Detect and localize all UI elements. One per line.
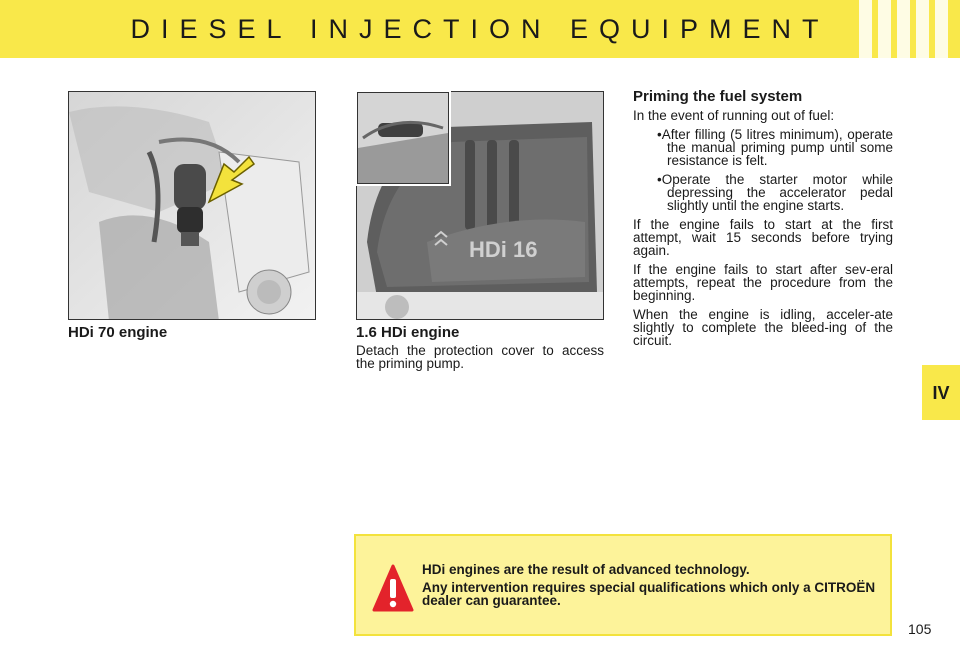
- detach-cover-text: Detach the protection cover to access the priming pump.: [356, 343, 604, 371]
- warning-line: Any intervention requires special qualifications which only a CITROËN dealer can guarantee.: [422, 580, 876, 608]
- page-title: DIESEL INJECTION EQUIPMENT: [130, 14, 830, 44]
- priming-step: • Operate the starter motor while depressing the accelerator pedal slightly until the engine starts.: [657, 173, 893, 212]
- priming-heading: Priming the fuel system: [633, 88, 803, 105]
- warning-text: [422, 563, 884, 612]
- priming-step: • After filling (5 litres minimum), operate the manual priming pump until some resistance is felt.: [657, 128, 893, 167]
- priming-steps: [657, 128, 893, 212]
- hdi70-caption: HDi 70 engine: [68, 324, 168, 341]
- cover-badge: HDi 16: [469, 237, 538, 262]
- warning-box: [354, 534, 892, 636]
- page-number: 105: [908, 621, 932, 637]
- priming-paragraph: If the engine fails to start at the first attempt, wait 15 seconds before trying again.: [633, 217, 893, 258]
- hdi70-engine-photo: [68, 91, 316, 320]
- chapter-tab-label: IV: [932, 383, 950, 403]
- priming-paragraph: If the engine fails to start after sev-eral attempts, repeat the procedure from the beginning.: [633, 262, 893, 303]
- hdi16-caption: 1.6 HDi engine: [356, 324, 460, 341]
- warning-line: HDi engines are the result of advanced technology.: [422, 562, 750, 577]
- priming-paragraph: When the engine is idling, acceler-ate slightly to complete the bleed-ing of the circuit.: [633, 307, 893, 348]
- priming-intro: In the event of running out of fuel:: [633, 108, 835, 123]
- priming-section: [633, 90, 893, 353]
- priming-pump-inset-photo: [357, 92, 449, 184]
- warning-exclamation-icon: [371, 563, 415, 618]
